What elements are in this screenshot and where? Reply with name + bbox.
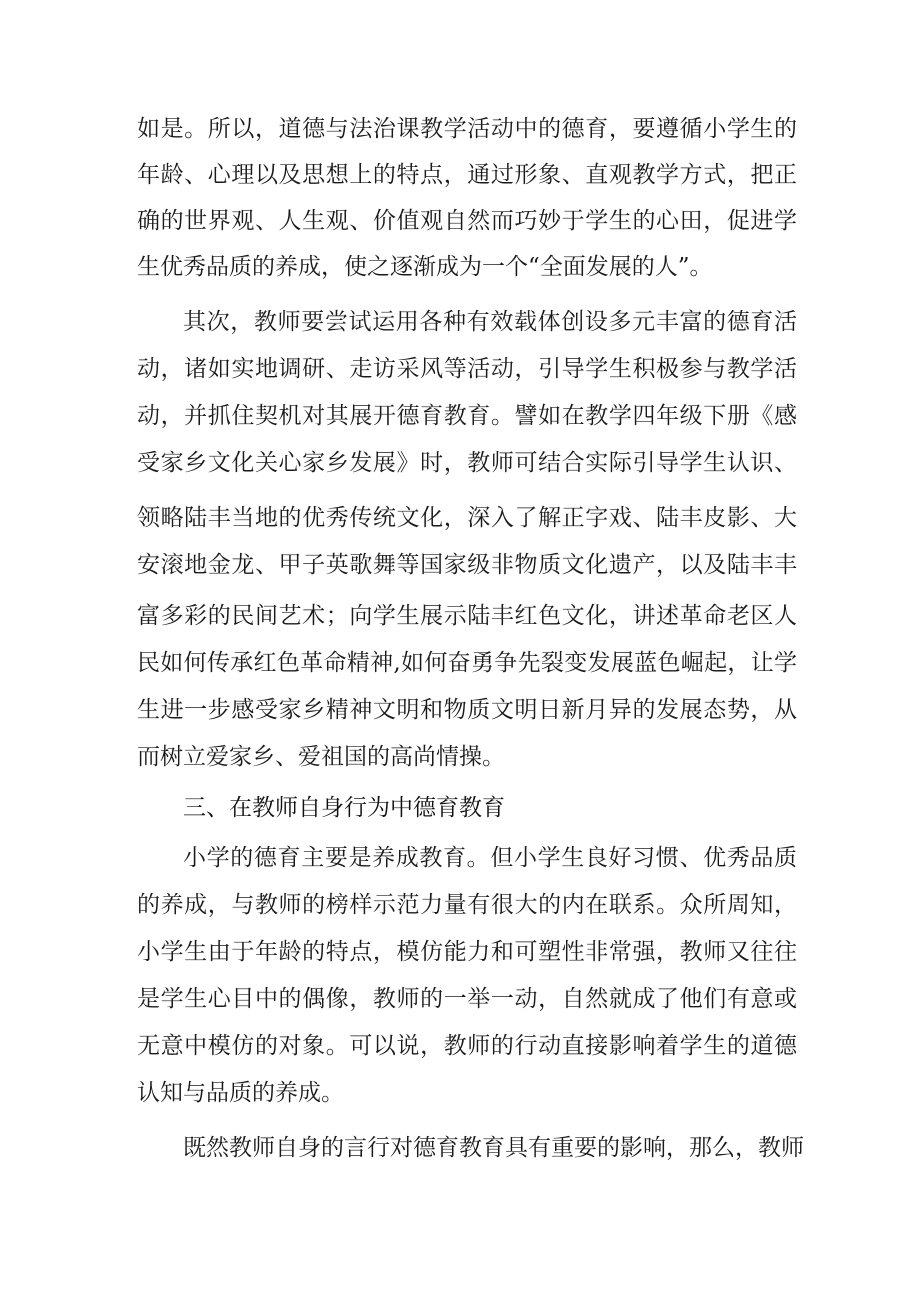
paragraph-3-line-5: 无意中模仿的对象。可以说，教师的行动直接影响着学生的道德: [137, 1033, 797, 1059]
paragraph-2-line-6: 安滚地金龙、甲子英歌舞等国家级非物质文化遗产，以及陆丰丰: [137, 552, 797, 578]
paragraph-2-line-2: 动，诸如实地调研、走访采风等活动，引导学生积极参与教学活: [137, 356, 797, 382]
paragraph-1-line-2: 年龄、心理以及思想上的特点，通过形象、直观教学方式，把正: [137, 162, 797, 188]
paragraph-2-line-7: 富多彩的民间艺术；向学生展示陆丰红色文化，讲述革命老区人: [137, 603, 797, 629]
paragraph-3-line-2: 的养成，与教师的榜样示范力量有很大的内在联系。众所周知，: [137, 892, 797, 918]
paragraph-2-line-8: 民如何传承红色革命精神,如何奋勇争先裂变发展蓝色崛起，让学: [137, 650, 797, 676]
paragraph-2-line-5: 领略陆丰当地的优秀传统文化，深入了解正字戏、陆丰皮影、大: [137, 505, 797, 531]
paragraph-3-line-6: 认知与品质的养成。: [137, 1080, 344, 1106]
paragraph-3-line-4: 是学生心目中的偶像，教师的一举一动，自然就成了他们有意或: [137, 986, 797, 1012]
paragraph-2-line-3: 动，并抓住契机对其展开德育教育。譬如在教学四年级下册《感: [137, 403, 797, 429]
paragraph-2-line-4: 受家乡文化关心家乡发展》时，教师可结合实际引导学生认识、: [137, 450, 797, 476]
paragraph-2-line-10: 而树立爱家乡、爱祖国的高尚情操。: [137, 744, 505, 770]
paragraph-3-line-3: 小学生由于年龄的特点，模仿能力和可塑性非常强，教师又往往: [137, 939, 797, 965]
paragraph-2-line-9: 生进一步感受家乡精神文明和物质文明日新月异的发展态势，从: [137, 697, 797, 723]
paragraph-1-line-4: 生优秀品质的养成，使之逐渐成为一个“全面发展的人”。: [137, 254, 713, 280]
paragraph-1-line-3: 确的世界观、人生观、价值观自然而巧妙于学生的心田，促进学: [137, 208, 797, 234]
paragraph-3-line-1: 小学的德育主要是养成教育。但小学生良好习惯、优秀品质: [183, 845, 797, 871]
paragraph-2-line-1: 其次，教师要尝试运用各种有效载体创设多元丰富的德育活: [183, 309, 797, 335]
paragraph-1-line-1: 如是。所以，道德与法治课教学活动中的德育，要遵循小学生的: [137, 116, 797, 142]
section-heading: 三、在教师自身行为中德育教育: [183, 795, 505, 821]
paragraph-4-line-1: 既然教师自身的言行对德育教育具有重要的影响，那么，教师: [183, 1135, 804, 1161]
